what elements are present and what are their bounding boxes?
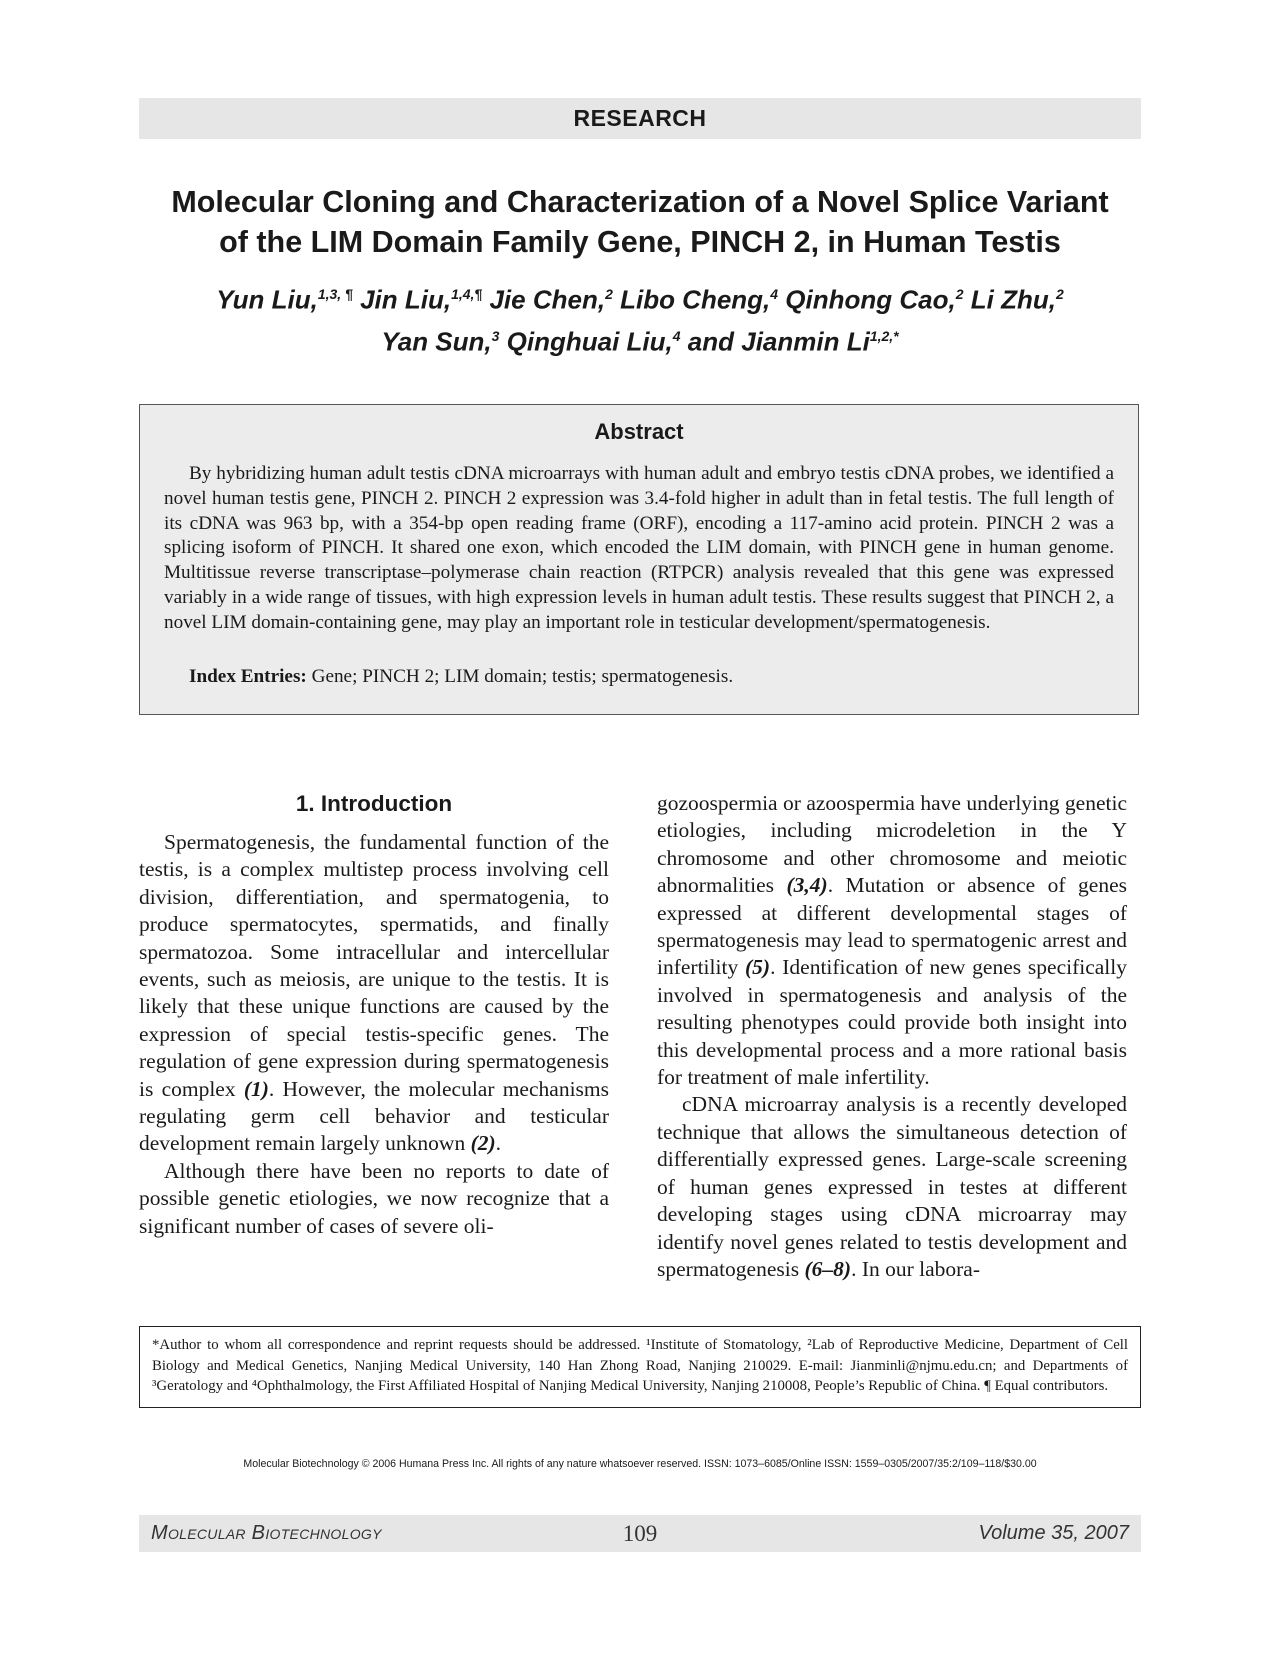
author-name: Li Zhu, <box>963 284 1056 315</box>
intro-paragraph-1 <box>139 829 609 1158</box>
author-line-1 <box>120 276 1160 318</box>
title-line-1: Molecular Cloning and Characterization of a Novel Splice Variant <box>171 185 1109 219</box>
citation-ref: (6–8) <box>804 1256 852 1281</box>
paragraph-text: . Mutation or absence of genes expressed at different developmental stages of spermatogenesis may lead to spermatogenic arrest and infertility <box>657 873 1127 980</box>
author-list <box>120 276 1160 359</box>
index-entries <box>164 665 1114 690</box>
body-column-right <box>657 790 1127 1283</box>
paragraph-text: . However, the molecular mechanisms regulating germ cell behavior and testicular development remain largely unknown <box>139 1076 609 1156</box>
paragraph-text: . Identification of new genes specifically involved in spermatogenesis and analysis of the resulting phenotypes could provide both insight into this developmental process and a more rational basis for treatment of male infertility. <box>657 955 1127 1090</box>
article-title <box>120 182 1160 262</box>
section-label: RESEARCH <box>573 105 707 131</box>
paragraph-text: . <box>495 1131 502 1156</box>
citation-ref: (3,4) <box>786 873 828 898</box>
citation-ref: (1) <box>243 1076 269 1101</box>
footer-volume: Volume 35, 2007 <box>978 1522 1129 1544</box>
paragraph-text: cDNA microarray analysis is a recently developed technique that allows the simultaneous detection of differentially expressed genes. Large-scale screening of human genes expressed in testes at different developing stages using cDNA microarray may identify novel genes related to testis development and spermatogenesis <box>657 1092 1127 1281</box>
abstract-text: By hybridizing human adult testis cDNA microarrays with human adult and embryo testis cDNA probes, we identified a novel human testis gene, PINCH 2. PINCH 2 expression was 3.4-fold higher in adult than in fetal testis. The full length of its cDNA was 963 bp, with a 354-bp open reading frame (ORF), encoding a 117-amino acid protein. PINCH 2 was a splicing isoform of PINCH. It shared one exon, which encoded the LIM domain, with PINCH gene in human genome. Multitissue reverse transcriptase–polymerase chain reaction (RTPCR) analysis revealed that this gene was expressed variably in a wide range of tissues, with high expression levels in human adult testis. These results suggest that PINCH 2, a novel LIM domain-containing gene, may play an important role in testicular development/spermatogenesis. <box>164 463 1114 633</box>
author-affiliation: 1,4,¶ <box>451 286 483 302</box>
citation-ref: (2) <box>470 1131 496 1156</box>
author-name: and Jianmin Li <box>680 326 870 357</box>
author-affiliation: 1,3, ¶ <box>317 286 353 302</box>
author-name: Qinghuai Liu, <box>499 326 673 357</box>
intro-paragraph-3 <box>657 1091 1127 1283</box>
paragraph-text: . In our labora- <box>851 1256 981 1281</box>
copyright-line: Molecular Biotechnology © 2006 Humana Press Inc. All rights of any nature whatsoever reserved. ISSN: 1073–6085/Online ISSN: 1559–0305/2007/35:2/109–118/$30.00 <box>243 1458 1037 1470</box>
author-name: Yan Sun, <box>381 326 492 357</box>
intro-paragraph-2: Although there have been no reports to date of possible genetic etiologies, we now recognize that a significant number of cases of severe oli- <box>139 1158 609 1238</box>
citation-ref: (5) <box>745 955 771 980</box>
page-footer <box>139 1515 1141 1552</box>
author-name: Jin Liu, <box>352 284 452 315</box>
intro-paragraph-2-cont <box>657 790 1127 1091</box>
author-name: Qinhong Cao, <box>778 284 956 315</box>
section-heading-introduction: 1. Introduction <box>295 791 453 816</box>
author-affiliation: 4 <box>770 286 779 302</box>
author-name: Yun Liu, <box>216 284 318 315</box>
author-affiliation: 4 <box>672 327 681 344</box>
index-entries-label: Index Entries: <box>189 666 307 687</box>
abstract-heading: Abstract <box>594 419 684 444</box>
author-line-2 <box>120 318 1160 360</box>
author-affiliation: 2 <box>1055 286 1064 302</box>
footnote-text: *Author to whom all correspondence and reprint requests should be addressed. ¹Institute of Stomatology, ²Lab of Reproductive Medicine, Department of Cell Biology and Medical Genetics, Nanjing Medical University, 140 Han Zhong Road, Nanjing 210029. E-mail: Jianminli@njmu.edu.cn; and Departments of ³Geratology and ⁴Ophthalmology, the First Affiliated Hospital of Nanjing Medical University, Nanjing 210008, People’s Republic of China. ¶ Equal contributors. <box>152 1337 1128 1394</box>
footer-page-number: 109 <box>622 1521 658 1546</box>
paragraph-text: gozoospermia or azoospermia have underlying genetic etiologies, including microdeletion in the Y chromosome and other chromosome and meiotic abnormalities <box>657 791 1127 898</box>
body-column-left <box>139 790 609 1240</box>
author-affiliation: 2 <box>955 286 964 302</box>
author-affiliation: 1,2,* <box>869 327 899 344</box>
title-line-2: of the LIM Domain Family Gene, PINCH 2, in Human Testis <box>219 225 1061 259</box>
section-label-bar <box>139 98 1141 139</box>
author-affiliation: 3 <box>491 327 500 344</box>
footer-journal-name: Molecular Biotechnology <box>151 1522 382 1544</box>
abstract-box <box>139 404 1139 715</box>
index-entries-terms: Gene; PINCH 2; LIM domain; testis; spermatogenesis. <box>306 666 734 687</box>
author-name: Libo Cheng, <box>612 284 771 315</box>
paragraph-text: Spermatogenesis, the fundamental function of the testis, is a complex multistep process involving cell division, differentiation, and spermatogenia, to produce spermatocytes, spermatids, and finally spermatozoa. Some intracellular and intercellular events, such as meiosis, are unique to the testis. It is likely that these unique functions are caused by the expression of special testis-specific genes. The regulation of gene expression during spermatogenesis is complex <box>139 830 609 1101</box>
footnote-box <box>139 1326 1141 1408</box>
author-affiliation: 2 <box>605 286 613 302</box>
author-name: Jie Chen, <box>482 284 606 315</box>
